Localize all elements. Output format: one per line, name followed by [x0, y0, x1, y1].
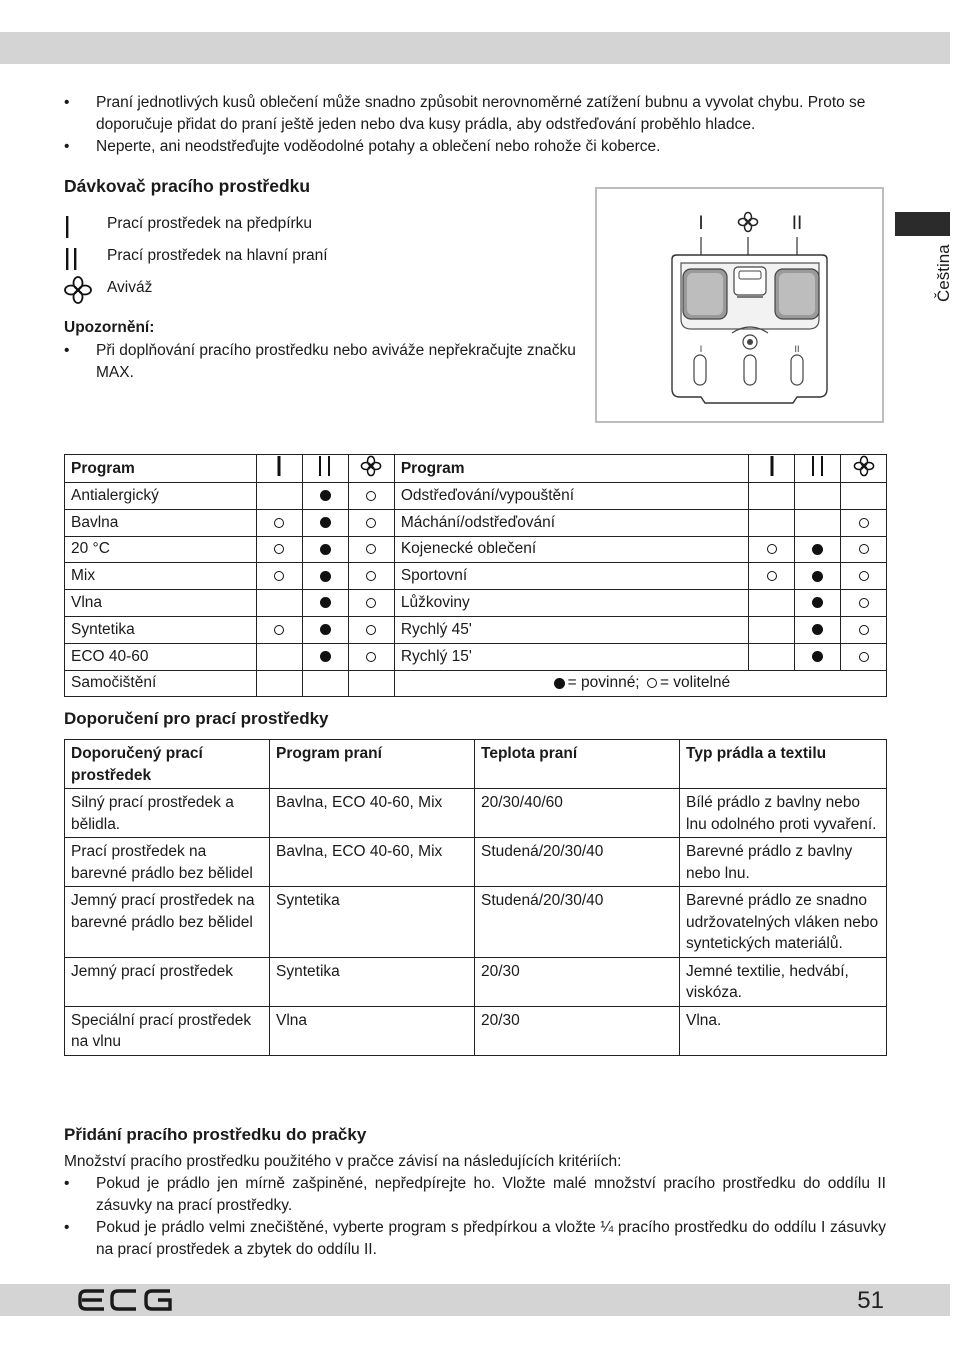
rec-fabric: Vlna.: [680, 1006, 887, 1055]
adding-heading: Přidání pracího prostředku do pračky: [64, 1125, 367, 1144]
recommendations-header-row: [65, 740, 887, 789]
program-name: Syntetika: [65, 616, 257, 643]
program-cell-c2: [795, 563, 841, 590]
rec-program: Bavlna, ECO 40-60, Mix: [270, 838, 475, 887]
program-cell-c2: [795, 590, 841, 617]
adding-bullet: • Pokud je prádlo velmi znečištěné, vyberte program s předpírkou a vložte ¼ pracího prostředku do oddílu I zásuvky na prací prostředek a zbytek do oddílu II.: [64, 1217, 886, 1261]
program-column-header: Program: [394, 455, 748, 483]
header-bar: [0, 32, 950, 64]
rec-temperature: 20/30: [475, 957, 680, 1006]
rec-detergent: Jemný prací prostředek: [65, 957, 270, 1006]
language-label: Čeština: [934, 244, 953, 302]
required-dot-icon: [554, 678, 565, 689]
program-name: Samočištění: [65, 670, 257, 697]
program-cell-c3: [348, 563, 394, 590]
optional-ring-icon: [274, 544, 284, 554]
table-row: [65, 483, 887, 510]
page-number: 51: [857, 1287, 884, 1314]
rec-fabric: Bílé prádlo z bavlny nebo lnu odolného proti vyvaření.: [680, 789, 887, 838]
required-dot-icon: [320, 571, 331, 582]
program-cell-c3: [348, 616, 394, 643]
program-cell-c2: [795, 536, 841, 563]
rec-header-program: Program praní: [270, 740, 475, 789]
required-dot-icon: [320, 517, 331, 528]
legend-optional-text: = volitelné: [659, 674, 731, 692]
brand-logo: [78, 1288, 172, 1312]
svg-text:II: II: [794, 344, 800, 354]
table-row: [65, 838, 887, 887]
legend-required-text: = povinné;: [567, 674, 640, 692]
program-cell-c1: [749, 563, 795, 590]
program-table-header: [65, 455, 887, 483]
program-name: ECO 40-60: [65, 643, 257, 670]
warning-bullet: • Při doplňování pracího prostředku nebo aviváže nepřekračujte značku MAX.: [64, 340, 584, 384]
rec-header-temperature: Teplota praní: [475, 740, 680, 789]
program-cell-c2: [795, 509, 841, 536]
col-roman-two-icon: [302, 455, 348, 483]
program-cell-c1: [256, 536, 302, 563]
svg-text:I: I: [699, 344, 703, 354]
rec-program: Syntetika: [270, 887, 475, 958]
program-cell-c1: [256, 643, 302, 670]
program-cell-c2: [795, 483, 841, 510]
rec-header-fabric: Typ prádla a textilu: [680, 740, 887, 789]
program-cell-c3: [348, 670, 394, 697]
program-cell-c3: [348, 483, 394, 510]
optional-ring-icon: [366, 625, 376, 635]
optional-ring-icon: [859, 518, 869, 528]
program-cell-c2: [302, 616, 348, 643]
flower-icon: [64, 276, 94, 304]
program-cell-c1: [749, 643, 795, 670]
roman-one-icon: [64, 212, 94, 240]
program-name: Bavlna: [65, 509, 257, 536]
program-cell-c1: [749, 616, 795, 643]
optional-ring-icon: [366, 598, 376, 608]
rec-detergent: Silný prací prostředek a bělidla.: [65, 789, 270, 838]
program-cell-c3: [841, 616, 887, 643]
legend-mainwash-label: Prací prostředek na hlavní praní: [107, 247, 328, 264]
program-name: Antialergický: [65, 483, 257, 510]
rec-detergent: Jemný prací prostředek na barevné prádlo bez bělidel: [65, 887, 270, 958]
program-name: 20 °C: [65, 536, 257, 563]
program-cell-c2: [302, 590, 348, 617]
adding-bullet-list: [64, 1173, 886, 1261]
language-tab-marker: [895, 212, 950, 236]
col-flower-icon: [348, 455, 394, 483]
table-row: [65, 1006, 887, 1055]
program-name: Lůžkoviny: [394, 590, 748, 617]
required-dot-icon: [320, 544, 331, 555]
program-cell-c3: [348, 590, 394, 617]
program-cell-c3: [841, 590, 887, 617]
program-cell-c2: [302, 643, 348, 670]
program-name: Rychlý 45': [394, 616, 748, 643]
optional-ring-icon: [274, 518, 284, 528]
roman-two-icon: [64, 244, 94, 272]
rec-temperature: Studená/20/30/40: [475, 838, 680, 887]
required-dot-icon: [320, 490, 331, 501]
col-roman-one-icon: [749, 455, 795, 483]
program-cell-c1: [749, 509, 795, 536]
program-cell-c2: [795, 643, 841, 670]
table-row: [65, 563, 887, 590]
diagram-flower-icon: [739, 213, 758, 232]
intro-bullet: • Praní jednotlivých kusů oblečení může snadno způsobit nerovnoměrné zatížení bubnu a vyvolat chybu. Proto se doporučuje přidat do praní ještě jeden nebo dva kusy prádla, aby odstřeďování proběhlo hladce.: [64, 92, 890, 136]
rec-temperature: 20/30: [475, 1006, 680, 1055]
table-row: [65, 670, 887, 697]
required-dot-icon: [320, 597, 331, 608]
program-name: Sportovní: [394, 563, 748, 590]
table-row: [65, 957, 887, 1006]
optional-ring-icon: [767, 544, 777, 554]
intro-bullet-list: [64, 92, 890, 158]
optional-ring-icon: [366, 544, 376, 554]
program-cell-c1: [749, 536, 795, 563]
required-dot-icon: [812, 571, 823, 582]
optional-ring-icon: [366, 571, 376, 581]
program-cell-c2: [302, 509, 348, 536]
program-table: [64, 454, 887, 697]
program-cell-c3: [348, 536, 394, 563]
optional-ring-icon: [859, 625, 869, 635]
intro-bullet: • Neperte, ani neodstřeďujte voděodolné potahy a oblečení nebo rohože či koberce.: [64, 136, 890, 158]
required-dot-icon: [320, 624, 331, 635]
dispenser-drawer-illustration: [597, 189, 882, 421]
legend-prewash-label: Prací prostředek na předpírku: [107, 215, 313, 232]
col-flower-icon: [841, 455, 887, 483]
table-row: [65, 509, 887, 536]
program-name: Odstřeďování/vypouštění: [394, 483, 748, 510]
rec-fabric: Jemné textilie, hedvábí, viskóza.: [680, 957, 887, 1006]
table-row: [65, 536, 887, 563]
program-cell-c3: [841, 536, 887, 563]
table-row: [65, 887, 887, 958]
optional-ring-icon: [274, 625, 284, 635]
adding-intro: Množství pracího prostředku použitého v pračce závisí na následujících kritériích:: [64, 1153, 622, 1170]
rec-program: Syntetika: [270, 957, 475, 1006]
program-cell-c1: [256, 616, 302, 643]
optional-ring-icon: [859, 598, 869, 608]
program-cell-c2: [302, 563, 348, 590]
col-roman-one-icon: [256, 455, 302, 483]
warning-bullet-list: [64, 340, 584, 384]
diagram-label-one: I: [698, 213, 704, 234]
warning-heading: Upozornění:: [64, 319, 155, 336]
dispenser-diagram: [595, 187, 884, 423]
table-row: [65, 643, 887, 670]
optional-ring-icon: [366, 491, 376, 501]
rec-header-detergent: Doporučený prací prostředek: [65, 740, 270, 789]
program-cell-c1: [256, 590, 302, 617]
program-name: Kojenecké oblečení: [394, 536, 748, 563]
optional-ring-icon: [767, 571, 777, 581]
program-name: Mix: [65, 563, 257, 590]
recommendations-heading: Doporučení pro prací prostředky: [64, 709, 329, 728]
diagram-label-two: II: [791, 213, 803, 234]
optional-ring-icon: [859, 652, 869, 662]
program-cell-c3: [348, 643, 394, 670]
program-cell-c1: [749, 590, 795, 617]
rec-temperature: Studená/20/30/40: [475, 887, 680, 958]
rec-fabric: Barevné prádlo z bavlny nebo lnu.: [680, 838, 887, 887]
rec-detergent: Prací prostředek na barevné prádlo bez bělidel: [65, 838, 270, 887]
program-column-header: Program: [65, 455, 257, 483]
adding-bullet: • Pokud je prádlo jen mírně zašpiněné, nepředpírejte ho. Vložte malé množství pracího prostředku do oddílu II zásuvky na prací prostředky.: [64, 1173, 886, 1217]
optional-ring-icon: [274, 571, 284, 581]
program-cell-c3: [841, 509, 887, 536]
program-name: Vlna: [65, 590, 257, 617]
recommendations-table: [64, 739, 887, 1056]
optional-ring-icon: [859, 571, 869, 581]
program-cell-c1: [256, 563, 302, 590]
required-dot-icon: [812, 544, 823, 555]
program-cell-c2: [302, 536, 348, 563]
program-cell-c3: [841, 483, 887, 510]
program-cell-c1: [256, 670, 302, 697]
rec-detergent: Speciální prací prostředek na vlnu: [65, 1006, 270, 1055]
optional-ring-icon: [647, 678, 657, 688]
program-cell-c2: [795, 616, 841, 643]
program-cell-c2: [302, 483, 348, 510]
program-cell-c2: [302, 670, 348, 697]
required-dot-icon: [320, 651, 331, 662]
required-dot-icon: [812, 651, 823, 662]
program-cell-c1: [256, 509, 302, 536]
optional-ring-icon: [859, 544, 869, 554]
required-dot-icon: [812, 597, 823, 608]
program-name: Máchání/odstřeďování: [394, 509, 748, 536]
table-row: [65, 590, 887, 617]
legend-softener-label: Aviváž: [107, 279, 153, 296]
program-cell-c1: [749, 483, 795, 510]
rec-temperature: 20/30/40/60: [475, 789, 680, 838]
program-cell-c3: [841, 563, 887, 590]
col-roman-two-icon: [795, 455, 841, 483]
program-name: Rychlý 15': [394, 643, 748, 670]
rec-fabric: Barevné prádlo ze snadno udržovatelných vláken nebo syntetických materiálů.: [680, 887, 887, 958]
program-cell-c1: [256, 483, 302, 510]
program-cell-c3: [348, 509, 394, 536]
rec-program: Vlna: [270, 1006, 475, 1055]
optional-ring-icon: [366, 652, 376, 662]
rec-program: Bavlna, ECO 40-60, Mix: [270, 789, 475, 838]
required-dot-icon: [812, 624, 823, 635]
program-cell-c3: [841, 643, 887, 670]
table-row: [65, 616, 887, 643]
table-row: [65, 789, 887, 838]
optional-ring-icon: [366, 518, 376, 528]
symbol-legend: [394, 670, 886, 697]
dispenser-heading: Dávkovač pracího prostředku: [64, 176, 311, 196]
